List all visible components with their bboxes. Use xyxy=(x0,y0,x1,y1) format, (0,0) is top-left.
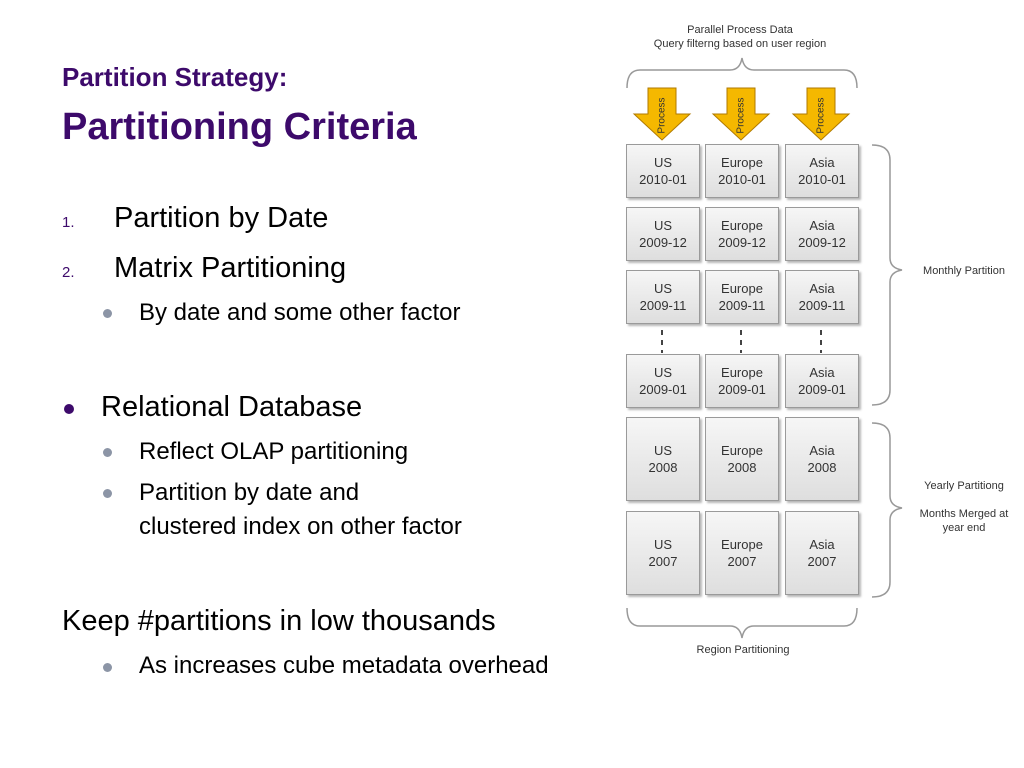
months-merged-line1: Months Merged at xyxy=(919,508,1009,520)
process-label-us: Process xyxy=(656,97,668,134)
top-label-line2: Query filterng based on user region xyxy=(653,38,827,50)
slide-title-line2: Partitioning Criteria xyxy=(62,106,417,148)
partition-cell: Asia 2009-01 xyxy=(785,354,859,408)
bullet-partition-by-date: Partition by Date xyxy=(114,202,329,234)
bullet-keep-partitions: Keep #partitions in low thousands xyxy=(62,605,496,637)
partition-cell: Asia 2009-11 xyxy=(785,270,859,324)
bottom-brace xyxy=(627,608,857,638)
region-partitioning-label: Region Partitioning xyxy=(696,644,790,656)
sub-bullet-metadata-overhead: As increases cube metadata overhead xyxy=(139,652,549,679)
partition-cell: US 2009-11 xyxy=(626,270,700,324)
list-number-1: 1. xyxy=(62,214,75,231)
partition-cell: Europe 2010-01 xyxy=(705,144,779,198)
sub-bullet-reflect-olap: Reflect OLAP partitioning xyxy=(139,438,409,465)
partition-cell: Europe 2009-12 xyxy=(705,207,779,261)
partition-cell: US 2009-12 xyxy=(626,207,700,261)
partition-cell: Asia 2009-12 xyxy=(785,207,859,261)
partition-cell: Europe 2009-11 xyxy=(705,270,779,324)
sub-bullet-by-date-other: By date and some other factor xyxy=(139,299,461,326)
sub-bullet-partition-by-date-and: Partition by date and xyxy=(139,479,360,506)
months-merged-line2: year end xyxy=(942,522,986,534)
partition-cell: Europe 2009-01 xyxy=(705,354,779,408)
bullet-matrix-partitioning: Matrix Partitioning xyxy=(114,252,347,284)
monthly-partition-label: Monthly Partition xyxy=(923,265,1005,277)
top-brace xyxy=(627,58,857,88)
process-label-europe: Process xyxy=(735,97,747,134)
yearly-brace xyxy=(872,423,902,597)
partition-cell: US 2009-01 xyxy=(626,354,700,408)
partition-cell: US 2007 xyxy=(626,511,700,595)
bullet-relational-database: Relational Database xyxy=(101,391,363,423)
process-label-asia: Process xyxy=(815,97,827,134)
top-label-line1: Parallel Process Data xyxy=(687,24,793,36)
yearly-partition-label: Yearly Partitiong xyxy=(924,480,1004,492)
partition-cell: Europe 2008 xyxy=(705,417,779,501)
partition-cell: US 2010-01 xyxy=(626,144,700,198)
partition-cell: Asia 2008 xyxy=(785,417,859,501)
partition-cell: US 2008 xyxy=(626,417,700,501)
partition-cell: Asia 2010-01 xyxy=(785,144,859,198)
partition-cell: Europe 2007 xyxy=(705,511,779,595)
monthly-brace xyxy=(872,145,902,405)
slide-title-line1: Partition Strategy: xyxy=(62,62,288,92)
sub-bullet-clustered-index: clustered index on other factor xyxy=(139,513,462,540)
partition-cell: Asia 2007 xyxy=(785,511,859,595)
list-number-2: 2. xyxy=(62,264,75,281)
